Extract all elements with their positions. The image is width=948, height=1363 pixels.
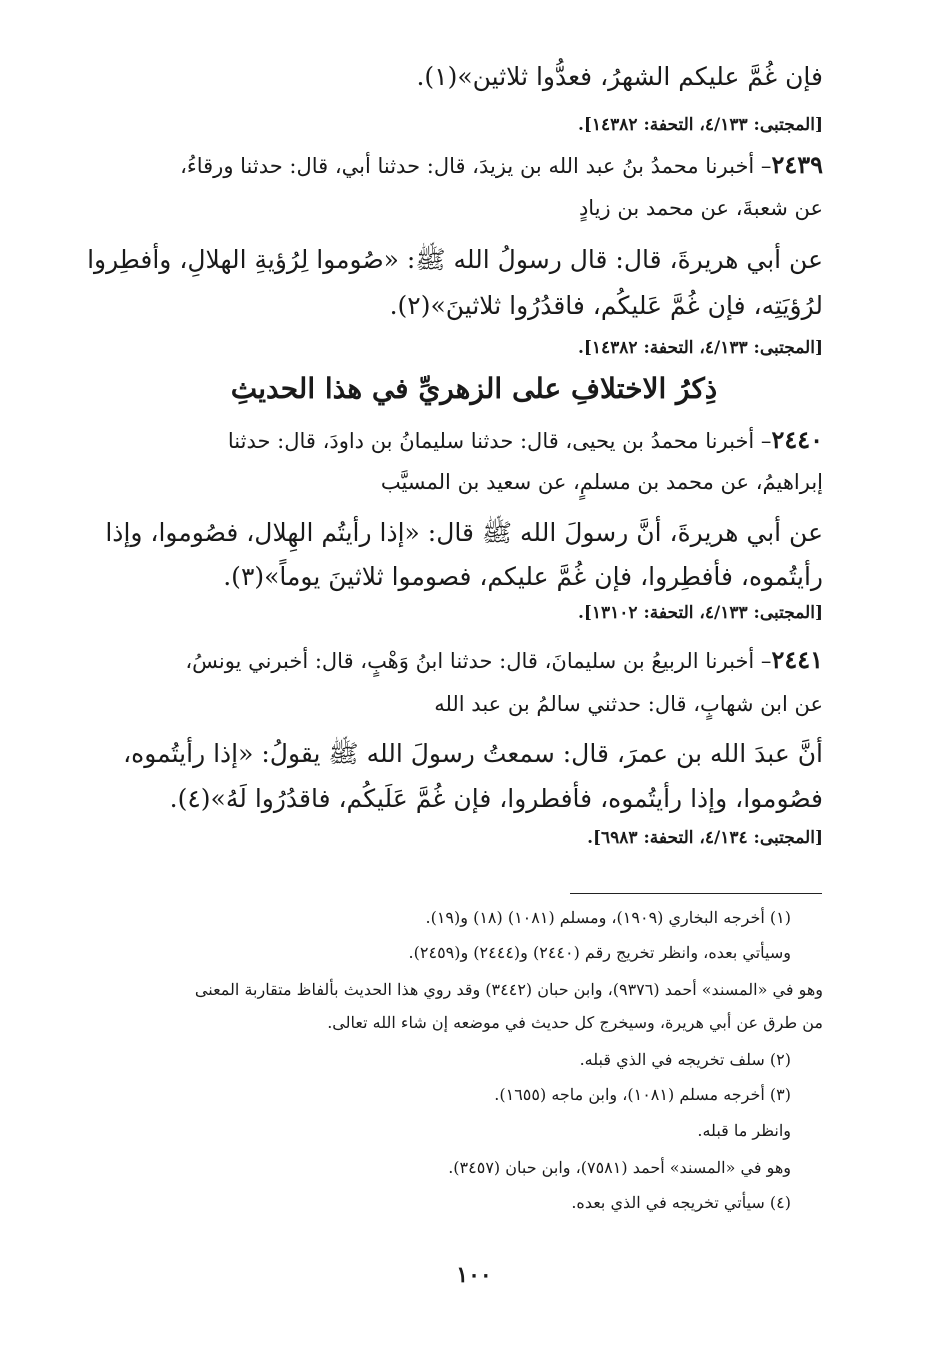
reference-line: [المجتبى: ٤/١٣٤، التحفة: ٦٩٨٣]. xyxy=(587,828,823,848)
footnote-line: وهو في «المسند» أحمد (٧٥٨١)، وابن حبان (٣٤٥٧). xyxy=(448,1158,791,1177)
reference-line: [المجتبى: ٤/١٣٣، التحفة: ١٤٣٨٢]. xyxy=(577,115,823,135)
isnad-text: – أخبرنا محمدُ بنُ عبد الله بن يزيدَ، قال: حدثنا أبي، قال: حدثنا ورقاءُ، xyxy=(180,154,772,178)
footnote-line: وهو في «المسند» أحمد (٩٣٧٦)، وابن حبان (٣٤٤٢) وقد روي هذا الحديث بألفاظ متقاربة المعنى xyxy=(194,980,823,999)
hadith-text-line: عن أبي هريرةَ، قال: قال رسولُ الله ﷺ: «صُوموا لِرُؤيةِ الهلالِ، وأفطِروا xyxy=(87,245,823,274)
section-heading: ذِكرُ الاختلافِ على الزهريِّ في هذا الحديثِ xyxy=(230,372,718,405)
hadith-number: ٢٤٣٩ xyxy=(771,150,823,179)
hadith-text-line: لرُؤيَتِه، فإن غُمَّ عَليكُم، فاقدُرُوا ثلاثينَ»(٢). xyxy=(389,291,823,320)
footnote-line: (٣) أخرجه مسلم (١٠٨١)، وابن ماجه (١٦٥٥). xyxy=(494,1085,791,1104)
page-number: ١٠٠ xyxy=(456,1262,492,1288)
isnad-line: إبراهيمُ، عن محمد بن مسلمٍ، عن سعيد بن المسيَّب xyxy=(380,470,823,494)
isnad-text: – أخبرنا الربيعُ بن سليمانَ، قال: حدثنا ابنُ وَهْبٍ، قال: أخبرني يونسُ، xyxy=(185,649,772,673)
hadith-2440-isnad xyxy=(228,425,823,454)
hadith-2439-isnad xyxy=(180,150,823,179)
footnote-divider xyxy=(570,893,822,894)
reference-line: [المجتبى: ٤/١٣٣، التحفة: ١٤٣٨٢]. xyxy=(577,338,823,358)
footnote-line: (١) أخرجه البخاري (١٩٠٩)، ومسلم (١٠٨١) (١٨) و(١٩). xyxy=(425,908,791,927)
isnad-line: عن شعبةَ، عن محمد بن زيادٍ xyxy=(578,196,823,220)
footnote-line: وانظر ما قبله. xyxy=(697,1121,791,1140)
footnote-line: (٤) سيأتي تخريجه في الذي بعده. xyxy=(571,1193,791,1212)
hadith-text-line: فإن غُمَّ عليكم الشهرُ، فعدُّوا ثلاثين»(١). xyxy=(416,62,823,91)
hadith-text-line: أنَّ عبدَ الله بن عمرَ، قال: سمعتُ رسولَ الله ﷺ يقولُ: «إذا رأيتُموه، xyxy=(123,739,823,768)
isnad-line: عن ابن شهابٍ، قال: حدثني سالمُ بن عبد الله xyxy=(434,692,823,716)
hadith-number: ٢٤٤١ xyxy=(771,645,823,674)
hadith-text-line: رأيتُموه، فأفطِروا، فإن غُمَّ عليكم، فصوموا ثلاثينَ يوماً»(٣). xyxy=(223,562,823,591)
footnote-line: (٢) سلف تخريجه في الذي قبله. xyxy=(579,1050,791,1069)
hadith-text-line: فصُوموا، وإذا رأيتُموه، فأفطروا، فإن غُمَّ عَلَيكُم، فاقدُرُوا لَهُ»(٤). xyxy=(169,784,823,813)
reference-line: [المجتبى: ٤/١٣٣، التحفة: ١٣١٠٢]. xyxy=(577,603,823,623)
hadith-number: ٢٤٤٠ xyxy=(771,425,823,454)
footnote-line: من طرق عن أبي هريرة، وسيخرج كل حديث في موضعه إن شاء الله تعالى. xyxy=(327,1013,823,1032)
hadith-text-line: عن أبي هريرةَ، أنَّ رسولَ الله ﷺ قال: «إذا رأيتُم الهِلال، فصُوموا، وإذا xyxy=(105,518,823,547)
hadith-2441-isnad xyxy=(185,645,823,674)
isnad-text: – أخبرنا محمدُ بن يحيى، قال: حدثنا سليمانُ بن داودَ، قال: حدثنا xyxy=(227,429,772,453)
footnote-line: وسيأتي بعده، وانظر تخريج رقم (٢٤٤٠) و(٢٤٤٤) و(٢٤٥٩). xyxy=(408,943,791,962)
